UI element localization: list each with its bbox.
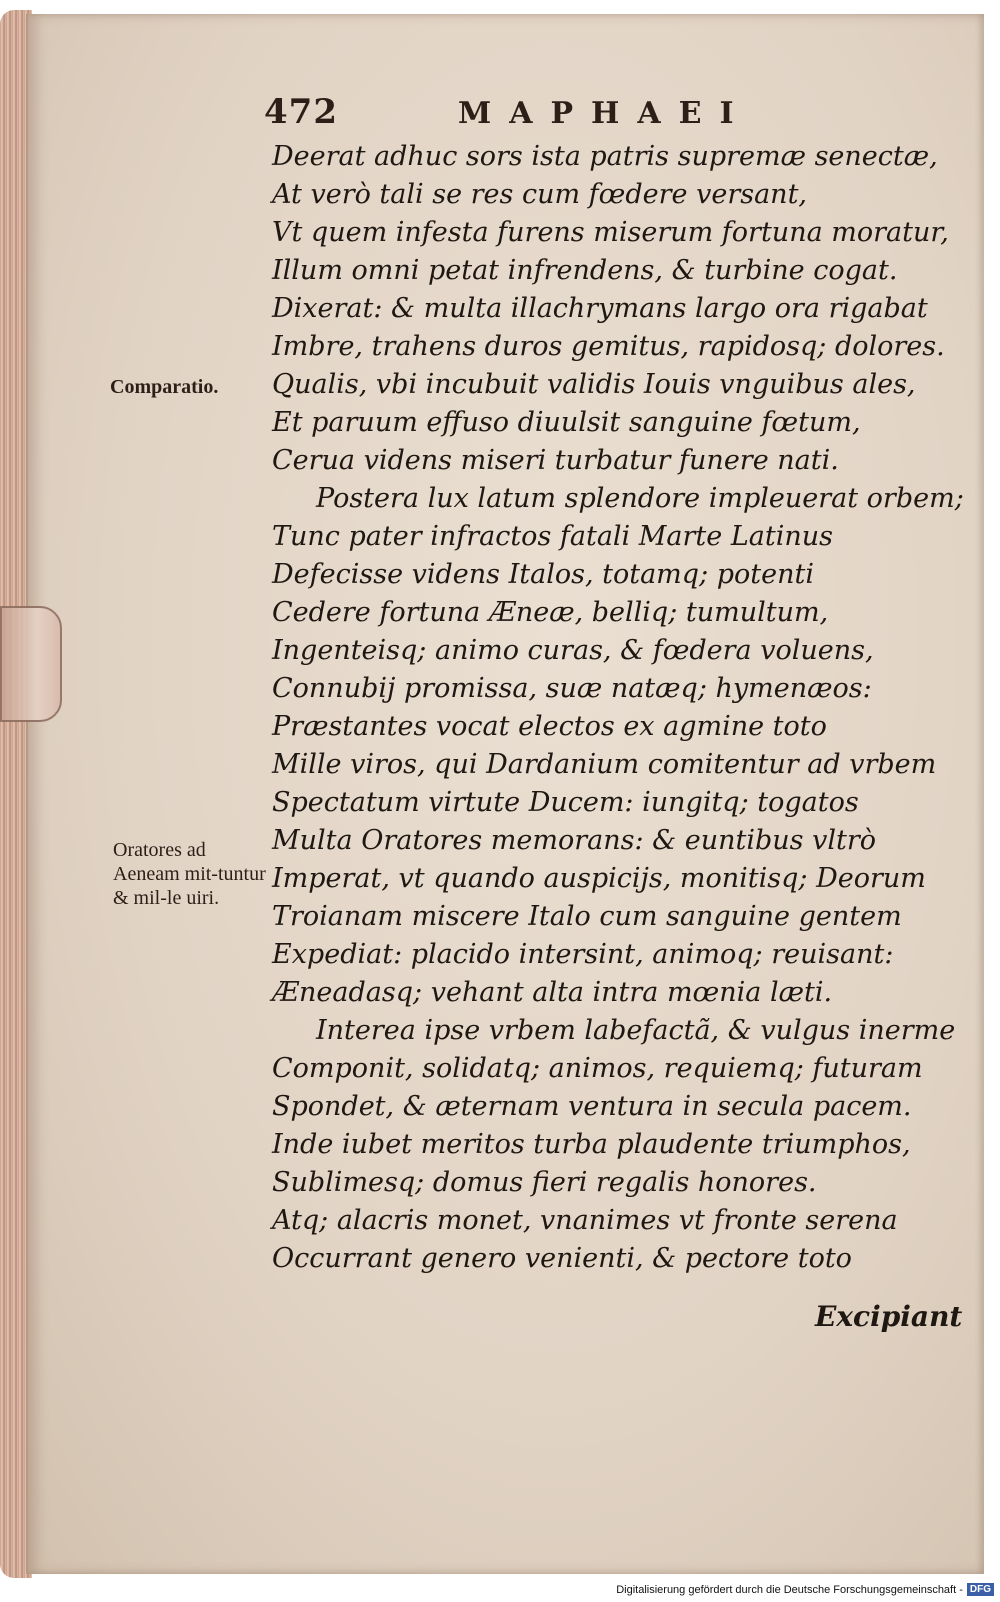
- verse-line: Occurrant genero venienti, & pectore toto: [272, 1243, 852, 1274]
- verse-line: Expediat: placido intersint, animoq; reuisant:: [272, 939, 894, 970]
- verse-line: Troianam miscere Italo cum sanguine gentem: [272, 901, 902, 932]
- verse-line: Cerua videns miseri turbatur funere nati.: [272, 445, 839, 476]
- verse-line: Spondet, & æternam ventura in secula pacem.: [272, 1091, 912, 1122]
- verse-line: Imperat, vt quando auspicijs, monitisq; Deorum: [272, 863, 926, 894]
- verse-line: Connubij promissa, suæ natæq; hymenæos:: [272, 673, 872, 704]
- dfg-logo: DFG: [967, 1583, 994, 1596]
- marginal-note-comparatio: Comparatio.: [110, 376, 219, 398]
- verse-line: Defecisse videns Italos, totamq; potenti: [272, 559, 814, 590]
- verse-line: Dixerat: & multa illachrymans largo ora rigabat: [272, 293, 928, 324]
- verse-line: Qualis, vbi incubuit validis Iouis vnguibus ales,: [272, 369, 916, 400]
- verse-line: Postera lux latum splendore impleuerat orbem;: [316, 483, 964, 514]
- verse-line: Tunc pater infractos fatali Marte Latinus: [272, 521, 833, 552]
- page-marker-tab: [0, 606, 62, 722]
- marginal-note-oratores: Oratores ad Aeneam mit-tuntur & mil-le uiri.: [113, 839, 266, 909]
- verse-line: Interea ipse vrbem labefactã, & vulgus inerme: [316, 1015, 956, 1046]
- verse-line: Et paruum effuso diuulsit sanguine fœtum,: [272, 407, 861, 438]
- verse-line: Mille viros, qui Dardanium comitentur ad vrbem: [272, 749, 937, 780]
- digitization-credit: [616, 1583, 994, 1596]
- verse-line: Multa Oratores memorans: & euntibus vltrò: [272, 825, 877, 856]
- verse-line: Inde iubet meritos turba plaudente triumphos,: [272, 1129, 911, 1160]
- running-title: MAPHAEI: [457, 96, 752, 131]
- credit-text: Digitalisierung gefördert durch die Deutsche Forschungsgemeinschaft -: [616, 1583, 963, 1596]
- verse-line: Æneadasq; vehant alta intra mœnia læti.: [272, 977, 833, 1008]
- verse-line: Præstantes vocat electos ex agmine toto: [272, 711, 827, 742]
- verse-line: Ingenteisq; animo curas, & fœdera voluens,: [272, 635, 874, 666]
- verse-block: [272, 138, 972, 1278]
- verse-line: Sublimesq; domus fieri regalis honores.: [272, 1167, 817, 1198]
- verse-line: Spectatum virtute Ducem: iungitq; togatos: [272, 787, 859, 818]
- verse-line: Illum omni petat infrendens, & turbine cogat.: [272, 255, 898, 286]
- verse-line: Componit, solidatq; animos, requiemq; futuram: [272, 1053, 923, 1084]
- running-head: [264, 92, 784, 142]
- verse-line: At verò tali se res cum fœdere versant,: [272, 179, 808, 210]
- verse-line: Deerat adhuc sors ista patris supremæ senectæ,: [272, 141, 938, 172]
- verse-line: Vt quem infesta furens miserum fortuna moratur,: [272, 217, 949, 248]
- verse-line: Imbre, trahens duros gemitus, rapidosq; dolores.: [272, 331, 945, 362]
- verse-line: Atq; alacris monet, vnanimes vt fronte serena: [272, 1205, 898, 1236]
- page-number: 472: [264, 92, 338, 132]
- verse-line: Cedere fortuna Æneæ, belliq; tumultum,: [272, 597, 829, 628]
- catchword: Excipiant: [815, 1300, 963, 1333]
